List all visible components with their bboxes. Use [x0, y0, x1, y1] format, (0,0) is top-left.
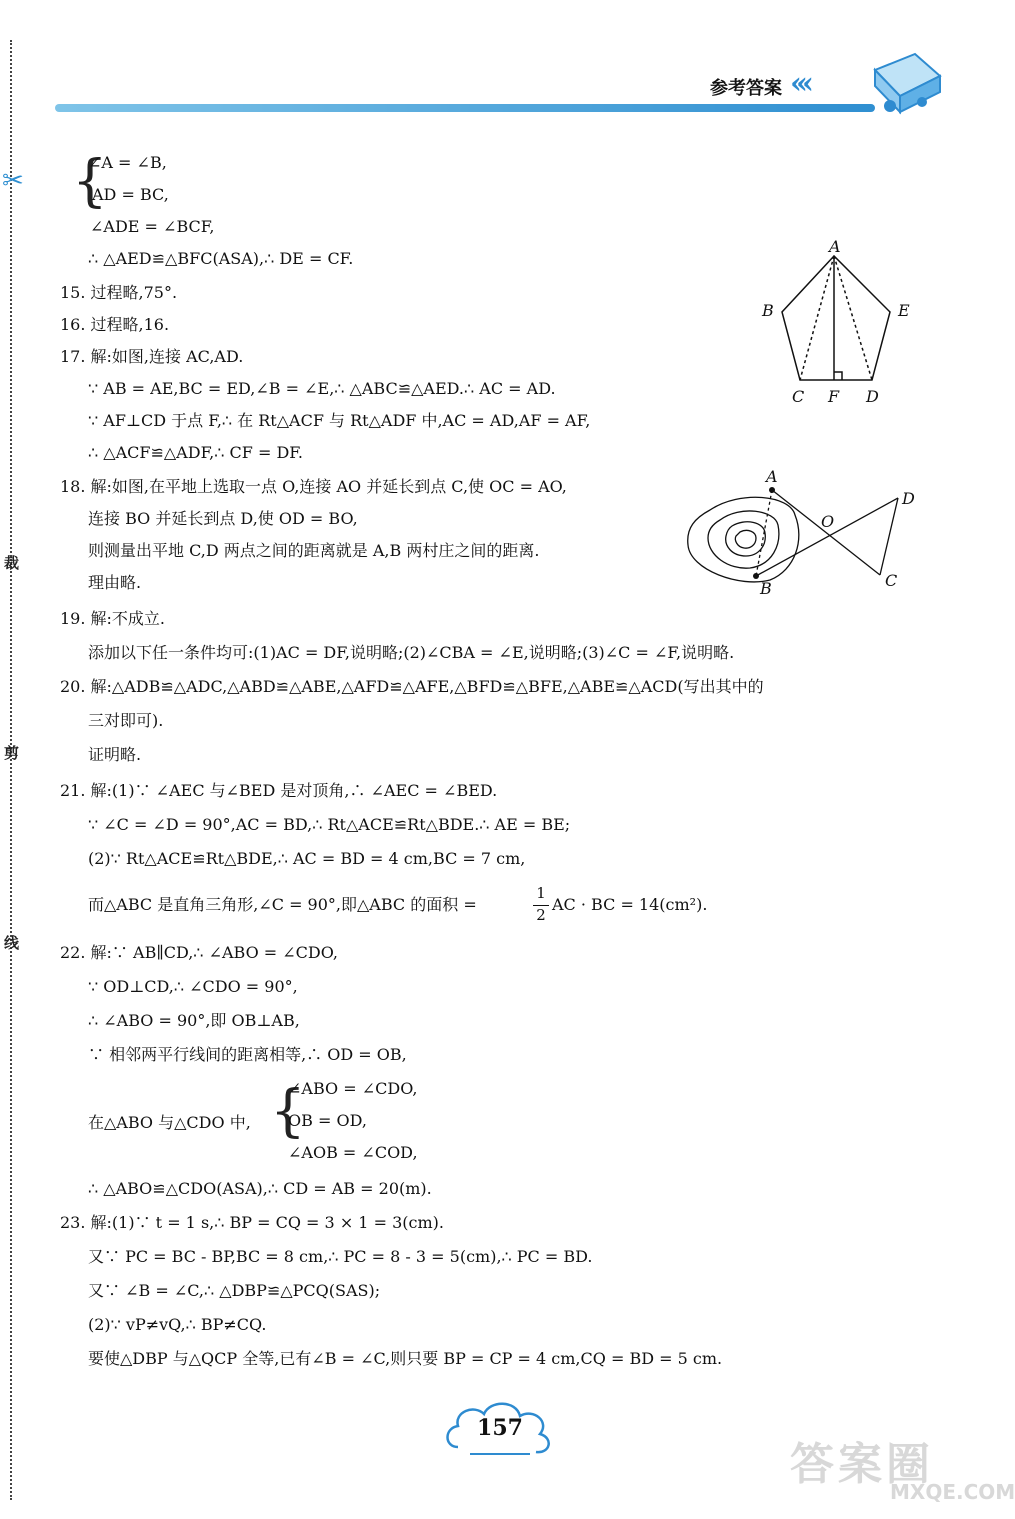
fig1-label-e: E	[898, 301, 910, 320]
line-l26: ∴ ∠ABO = 90°,即 OB⊥AB,	[88, 1011, 300, 1030]
scissors-icon: ✂	[2, 166, 24, 196]
fig2-label-a: A	[766, 467, 778, 486]
fig2-label-o: O	[821, 512, 835, 531]
line-l6: 16. 过程略,16.	[60, 315, 170, 334]
fig2-label-d: D	[902, 489, 915, 508]
line-l32: 23. 解:(1)∵ t = 1 s,∴ BP = CQ = 3 × 1 = 3(cm).	[60, 1213, 444, 1232]
side-label-3: 线	[4, 934, 20, 952]
fig1-label-d: D	[866, 387, 879, 406]
line-l27: ∵ 相邻两平行线间的距离相等,∴ OD = OB,	[88, 1045, 407, 1064]
line-l23b: AC · BC = 14(cm²).	[552, 895, 708, 914]
cut-guide-line	[10, 40, 12, 1500]
line-l4: ∴ △AED≌△BFC(ASA),∴ DE = CF.	[88, 249, 354, 268]
line-l1: ∠A = ∠B,	[88, 153, 167, 172]
line-l18: 三对即可).	[88, 711, 164, 730]
pentagon-figure	[750, 237, 930, 412]
line-l29b: OB = OD,	[288, 1111, 367, 1130]
page-number: 157	[477, 1415, 523, 1441]
watermark-url: MXQE.COM	[890, 1480, 1015, 1504]
chevrons-icon: ‹‹‹	[790, 66, 808, 101]
line-l24: 22. 解:∵ AB∥CD,∴ ∠ABO = ∠CDO,	[60, 943, 339, 962]
line-l17: 20. 解:△ADB≌△ADC,△ABD≌△ABE,△AFD≌△AFE,△BFD≌△BFE,△ABE≌△ACD(写出其中的	[60, 677, 764, 696]
fig1-label-b: B	[762, 301, 774, 320]
line-l25: ∵ OD⊥CD,∴ ∠CDO = 90°,	[88, 977, 298, 996]
line-l15: 19. 解:不成立.	[60, 609, 166, 628]
line-l33: 又∵ PC = BC - BP,BC = 8 cm,∴ PC = 8 - 3 = 5(cm),∴ PC = BD.	[88, 1247, 593, 1266]
line-l13: 则测量出平地 C,D 两点之间的距离就是 A,B 两村庄之间的距离.	[88, 541, 540, 560]
line-l34: 又∵ ∠B = ∠C,∴ △DBP≌△PCQ(SAS);	[88, 1281, 381, 1300]
line-l2: AD = BC,	[92, 185, 169, 204]
line-l31: ∴ △ABO≌△CDO(ASA),∴ CD = AB = 20(m).	[88, 1179, 432, 1198]
line-l9: ∵ AF⊥CD 于点 F,∴ 在 Rt△ACF 与 Rt△ADF 中,AC = AD,AF = AF,	[88, 411, 591, 430]
line-l19: 证明略.	[88, 745, 142, 764]
line-l22: (2)∵ Rt△ACE≌Rt△BDE,∴ AC = BD = 4 cm,BC = 7 cm,	[88, 849, 526, 868]
header-title: 参考答案	[710, 78, 782, 99]
watermark-text: 答案圈	[790, 1439, 934, 1490]
line-l21: ∵ ∠C = ∠D = 90°,AC = BD,∴ Rt△ACE≌Rt△BDE.∴ AE = BE;	[88, 815, 571, 834]
line-l28: ∠ABO = ∠CDO,	[288, 1079, 418, 1098]
line-l5: 15. 过程略,75°.	[60, 283, 178, 302]
fig2-label-b: B	[760, 579, 772, 598]
fig2-label-c: C	[885, 571, 898, 590]
fig1-label-f: F	[828, 387, 840, 406]
hill-figure	[680, 467, 920, 600]
side-label-2: 剪	[4, 744, 20, 762]
line-l8: ∵ AB = AE,BC = ED,∠B = ∠E,∴ △ABC≌△AED.∴ AC = AD.	[88, 379, 556, 398]
line-l23a: 而△ABC 是直角三角形,∠C = 90°,即△ABC 的面积 =	[88, 895, 477, 914]
fraction-numerator: 1	[536, 884, 546, 902]
line-l35: (2)∵ vP≠vQ,∴ BP≠CQ.	[88, 1315, 267, 1334]
line-l20: 21. 解:(1)∵ ∠AEC 与∠BED 是对顶角,∴ ∠AEC = ∠BED.	[60, 781, 498, 800]
line-l7: 17. 解:如图,连接 AC,AD.	[60, 347, 244, 366]
brace-1: {	[72, 149, 108, 214]
brace-2: {	[270, 1079, 306, 1144]
line-l16: 添加以下任一条件均可:(1)AC = DF,说明略;(2)∠CBA = ∠E,说明略;(3)∠C = ∠F,说明略.	[88, 643, 735, 662]
line-l3: ∠ADE = ∠BCF,	[90, 217, 215, 236]
book-logo-icon	[860, 40, 950, 120]
line-l11: 18. 解:如图,在平地上选取一点 O,连接 AO 并延长到点 C,使 OC = AO,	[60, 477, 567, 496]
header-bar	[55, 104, 875, 112]
line-l10: ∴ △ACF≌△ADF,∴ CF = DF.	[88, 443, 303, 462]
line-l14: 理由略.	[88, 573, 142, 592]
line-l12: 连接 BO 并延长到点 D,使 OD = BO,	[88, 509, 358, 528]
line-l36: 要使△DBP 与△QCP 全等,已有∠B = ∠C,则只要 BP = CP = 4 cm,CQ = BD = 5 cm.	[88, 1349, 723, 1368]
line-l29a: 在△ABO 与△CDO 中,	[88, 1113, 251, 1132]
fig1-label-a: A	[829, 237, 841, 256]
line-l30: ∠AOB = ∠COD,	[288, 1143, 418, 1162]
fig1-label-c: C	[792, 387, 805, 406]
fraction-denominator: 2	[536, 906, 546, 924]
side-label-1: 裁	[4, 554, 20, 572]
